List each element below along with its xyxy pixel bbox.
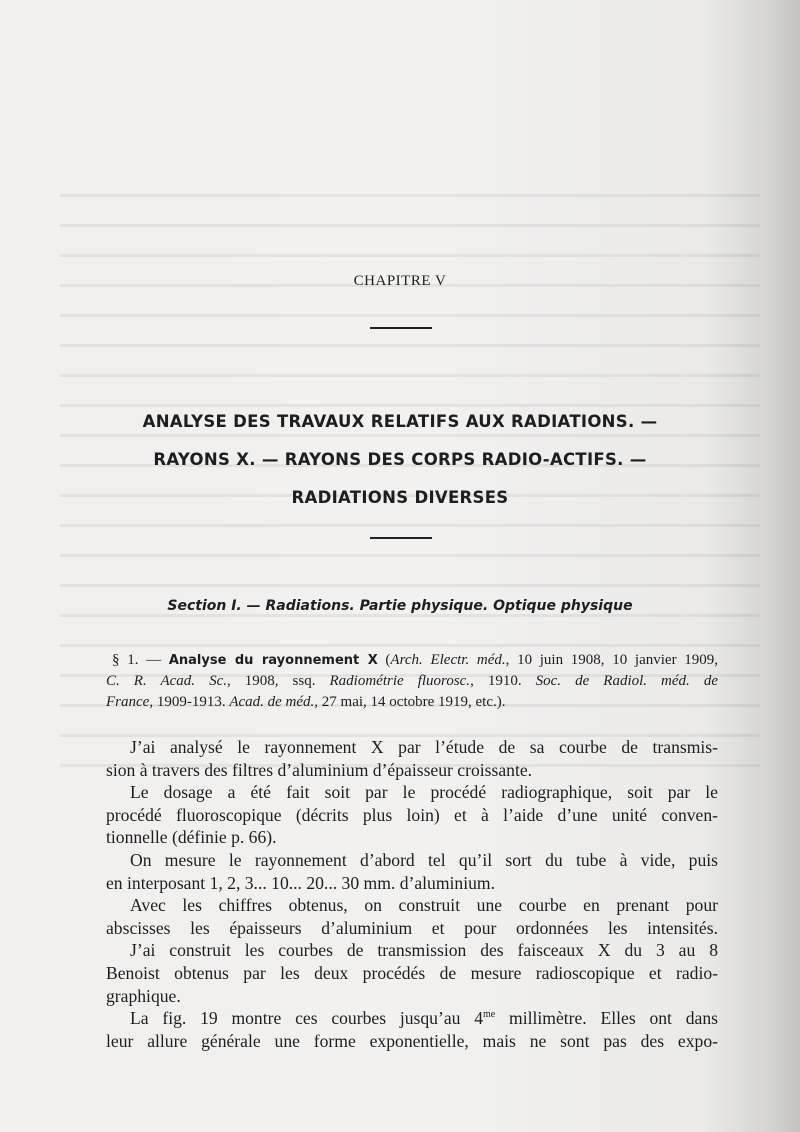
- body-line: graphique.: [106, 985, 181, 1006]
- chapter-title-line-2: RAYONS X. — RAYONS DES CORPS RADIO-ACTIFS. —: [153, 450, 647, 469]
- body-line: en interposant 1, 2, 3... 10... 20... 30 mm. d’aluminium.: [106, 872, 495, 893]
- reference-title: Analyse du rayonnement X: [168, 653, 378, 668]
- section-heading: Section I. — Radiations. Partie physique. Optique physique: [167, 598, 633, 614]
- body-line: On mesure le rayonnement d’abord tel qu’il sort du tube à vide, puis: [130, 849, 718, 870]
- chapter-heading: CHAPITRE V: [353, 273, 447, 289]
- superscript: me: [483, 1009, 496, 1021]
- paragraph-number: § 1. —: [112, 652, 169, 668]
- reference-text: , 1910.: [470, 673, 536, 689]
- reference-text: , 1908, ssq.: [226, 673, 330, 689]
- body-line: J’ai construit les courbes de transmission des faisceaux X du 3 au 8: [130, 940, 718, 961]
- reference-journal: France: [106, 694, 150, 710]
- chapter-title-line-1: ANALYSE DES TRAVAUX RELATIFS AUX RADIATIONS. —: [142, 412, 658, 431]
- body-line: tionnelle (définie p. 66).: [106, 827, 277, 848]
- reference-text: , 27 mai, 14 octobre 1919, etc.).: [314, 694, 506, 710]
- body-line: leur allure générale une forme exponentielle, mais ne sont pas des expo-: [106, 1030, 718, 1051]
- body-line: [106, 1007, 718, 1030]
- body-line: J’ai analysé le rayonnement X par l’étude de sa courbe de transmis-: [130, 737, 718, 757]
- body-line: Avec les chiffres obtenus, on construit une courbe en prenant pour: [130, 895, 718, 916]
- body-line: procédé fluoroscopique (décrits plus loin) et à l’aide d’une unité conven-: [106, 804, 718, 825]
- body-line: Le dosage a été fait soit par le procédé radiographique, soit par le: [130, 782, 718, 803]
- reference-paragraph: [106, 650, 718, 713]
- chapter-rule: [370, 327, 432, 329]
- reference-journal: Acad. de méd.: [229, 694, 315, 710]
- reference-journal: Soc. de Radiol. méd. de: [535, 673, 718, 689]
- body-text-part: millimètre. Elles ont dans: [495, 1008, 718, 1029]
- reference-journal: Arch. Electr. méd.: [390, 652, 506, 668]
- body-text-part: La fig. 19 montre ces courbes jusqu’au 4: [130, 1008, 484, 1029]
- chapter-title-line-3: RADIATIONS DIVERSES: [291, 488, 509, 507]
- reference-journal: Radiométrie fluorosc.: [329, 673, 471, 689]
- reference-journal: C. R. Acad. Sc.: [106, 673, 227, 689]
- body-line: Benoist obtenus par les deux procédés de mesure radioscopique et radio-: [106, 962, 718, 983]
- body-line: sion à travers des filtres d’aluminium d’épaisseur croissante.: [106, 759, 533, 780]
- reference-text: (: [377, 652, 391, 668]
- reference-line-3: [106, 692, 718, 713]
- reference-text: , 10 juin 1908, 10 janvier 1909,: [505, 652, 719, 668]
- title-rule: [370, 537, 432, 539]
- reference-text: , 1909-1913.: [149, 694, 230, 710]
- body-line: abscisses les épaisseurs d’aluminium et pour ordonnées les intensités.: [106, 917, 718, 938]
- body-text: [106, 736, 718, 1052]
- reference-line-1: [106, 650, 718, 671]
- reference-line-2: [106, 671, 718, 692]
- chapter-title: [60, 403, 740, 517]
